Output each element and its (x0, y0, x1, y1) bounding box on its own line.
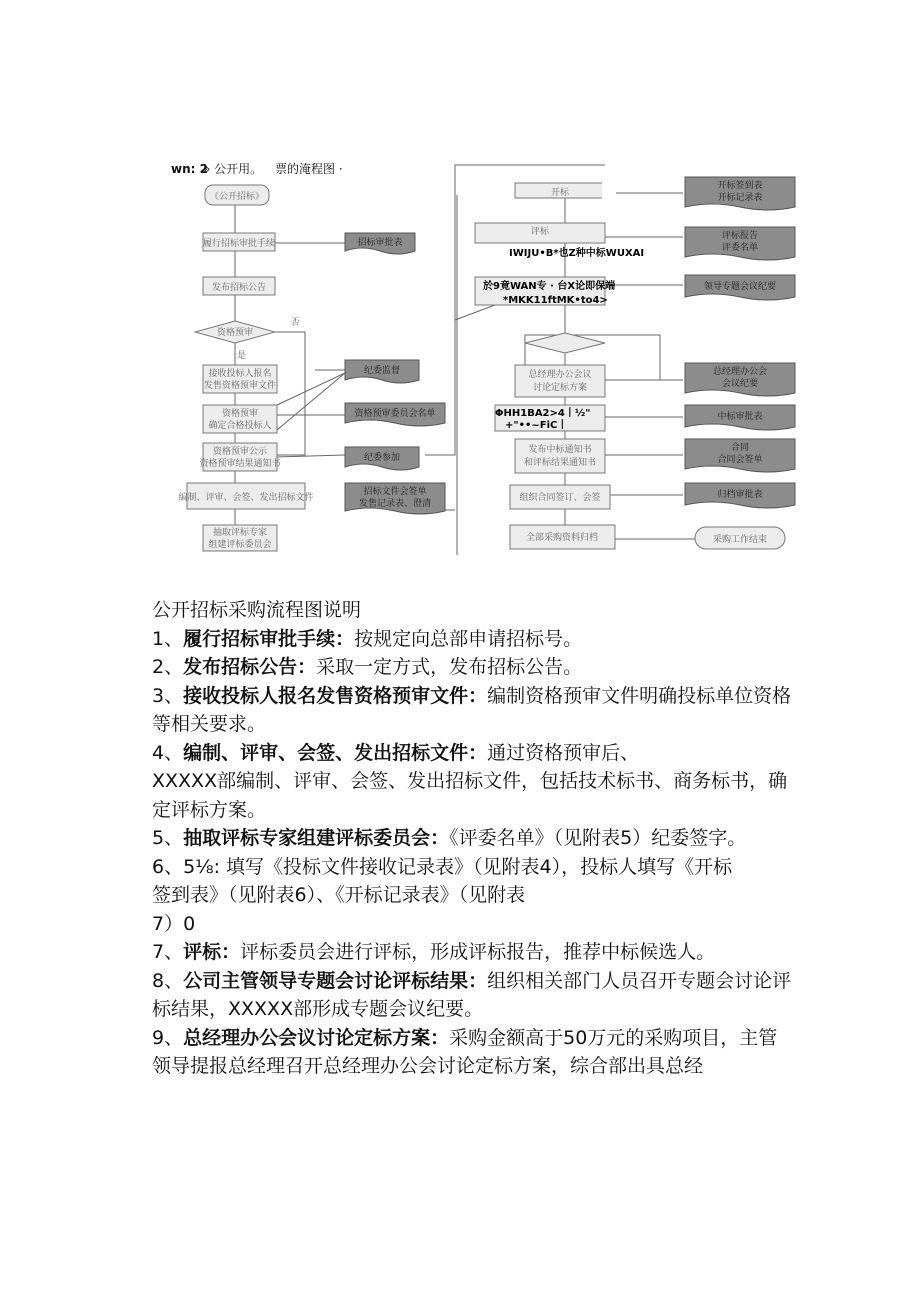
paragraph-8: 8、公司主管领导专题会讨论评标结果：组织相关部门人员召开专题会讨论评标结果，XXXXX部形成专题会议纪要。 (152, 969, 792, 1020)
paragraph-4: 4、编制、评审、会签、发出招标文件：通过资格预审后、 XXXXX部编制、评审、会签、发出招标文件，包括技术标书、商务标书，确定评标方案。 (152, 741, 788, 821)
step-publicity-label-a: 资格预审公示 (212, 447, 268, 457)
doc-opening-records-b: 开标记录表 (717, 193, 763, 203)
ocr-line-5: +"••~FiC丨 (505, 420, 568, 431)
left-flow (178, 185, 313, 551)
end-node-label: 采购工作结束 (712, 535, 768, 545)
step-open-bids-label: 开标 (550, 188, 570, 198)
doc-approval-form-label: 招标审批表 (357, 238, 403, 248)
step-gm-meeting-label-b: 讨论定标方案 (532, 383, 588, 393)
step-announce-label: 发布招标公告 (211, 283, 267, 293)
doc-gm-minutes-b: 会议纪要 (721, 379, 759, 389)
step-gm-meeting-label-a: 总经理办公会议 (528, 370, 592, 380)
step-archive-label: 全部采购资料归档 (525, 533, 599, 543)
step-award-notice-label-b: 和评标结果通知书 (523, 458, 597, 468)
step-approval-label: 履行招标审批手续 (202, 239, 276, 249)
chart-caption-c: 票的淹程图 · (275, 162, 343, 176)
paragraph-1: 1、履行招标审批手续：按规定向总部申请招标号。 (152, 627, 583, 650)
paragraph-2: 2、发布招标公告：采取一定方式，发布招标公告。 (152, 656, 583, 678)
paragraph-6: 6、5⅛: 填写《投标文件接收记录表》（见附表4），投标人填写《开标 签到表》（见附表6）、《开标记录表》（见附表 7）0 (152, 855, 733, 935)
step-register-label-b: 发售资格预审文件 (203, 381, 277, 391)
step-contract-label: 组织合同签订、会签 (519, 493, 601, 503)
paragraph-3: 3、接收投标人报名发售资格预审文件：编制资格预审文件明确投标单位资格等相关要求。 (152, 684, 792, 735)
ocr-line-1: IWIJU•B*也Z种中标WUXAI (509, 248, 645, 259)
doc-title: 公开招标采购流程图说明 (152, 599, 362, 621)
chart-caption-b: » 公开用。 (203, 162, 263, 176)
step-experts-label-a: 抽取评标专家 (212, 528, 268, 538)
ocr-line-4: ΦHH1BA2>4丨½" (495, 408, 591, 419)
doc-contract-b: 合同会签单 (717, 455, 763, 465)
paragraph-7: 7、评标：评标委员会进行评标，形成评标报告，推荐中标候选人。 (152, 941, 716, 963)
decision-no-label: 否 (291, 318, 301, 328)
doc-leader-minutes-label: 领导专题会议纪要 (703, 282, 777, 292)
step-prequal-label-a: 资格预审 (221, 409, 259, 419)
step-award-notice-label-a: 发布中标通知书 (528, 445, 592, 455)
doc-attendance-label: 纪委参加 (363, 453, 401, 463)
doc-gm-minutes-a: 总经理办公会 (712, 367, 768, 377)
doc-archive-approval-label: 归档审批表 (717, 490, 763, 500)
doc-opening-records-a: 开标签到表 (717, 181, 763, 191)
decision-prequal-label: 资格预审 (216, 328, 254, 338)
ocr-line-3: *MKK11ftMK•to4> (503, 295, 608, 306)
right-documents (685, 177, 795, 508)
step-register-label-a: 接收投标人报名 (208, 369, 272, 379)
step-evaluate-label: 评标 (530, 227, 550, 237)
procurement-flowchart (165, 155, 805, 555)
doc-committee-list-label: 资格预审委员会名单 (354, 409, 436, 419)
start-node-label: 《公开招标》 (209, 192, 265, 202)
ocr-line-2: 於9竟WAN专 · 台X论即保端 (483, 281, 616, 292)
document-body (152, 596, 792, 1081)
paragraph-5: 5、抽取评标专家组建评标委员会：《评委名单》（见附表5）纪委签字。 (152, 827, 747, 849)
doc-evaluation-report-b: 评委名单 (721, 243, 759, 253)
decision-amount (525, 333, 605, 353)
chart-caption-a: wn: 2 (171, 162, 208, 176)
scan-gap (602, 181, 616, 213)
step-tender-docs-label: 编制、评审、会签、发出招标文件 (178, 493, 314, 503)
doc-supervision-label: 纪委监督 (363, 366, 401, 376)
decision-yes-label: 是 (237, 351, 247, 361)
paragraph-9: 9、总经理办公会议讨论定标方案：采购金额高于50万元的采购项目，主管领导提报总经理召开总经理办公会讨论定标方案，综合部出具总经 (152, 1026, 778, 1077)
step-experts-label-b: 组建评标委员会 (208, 540, 272, 550)
doc-contract-a: 合同 (730, 443, 750, 453)
doc-countersign-label-b: 发售记录表、澄清 (358, 499, 432, 509)
doc-award-approval-label: 中标审批表 (717, 412, 763, 422)
step-publicity-label-b: 资格预审结果通知书 (199, 459, 281, 469)
doc-evaluation-report-a: 评标报告 (721, 231, 759, 241)
step-prequal-label-b: 确定合格投标人 (208, 421, 272, 431)
doc-countersign-label-a: 招标文件会签单 (363, 487, 427, 497)
left-documents (345, 233, 445, 514)
